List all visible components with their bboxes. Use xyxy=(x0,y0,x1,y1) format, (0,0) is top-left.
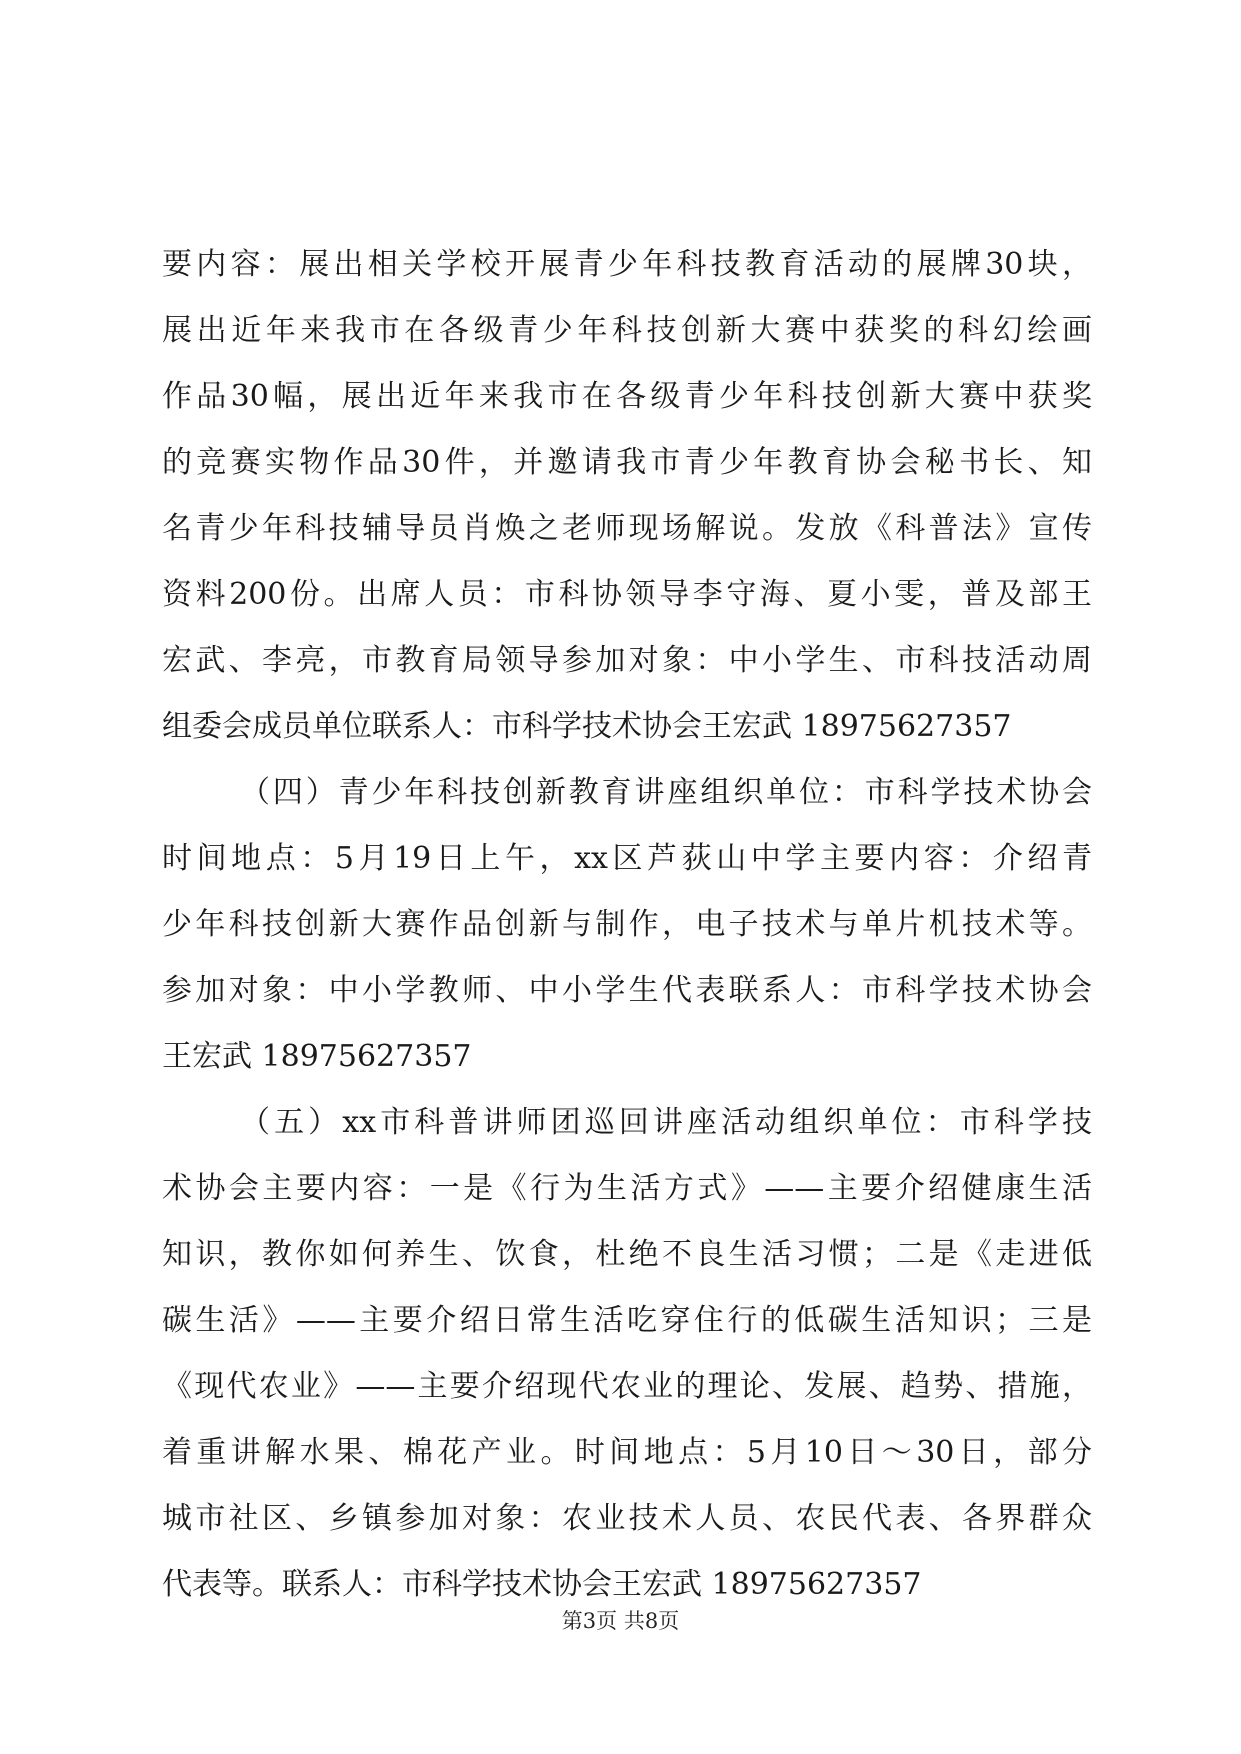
text-line: 术协会主要内容：一是《行为生活方式》——主要介绍健康生活 xyxy=(162,1171,1092,1206)
section-heading-line: （四）青少年科技创新教育讲座组织单位：市科学技术协会 xyxy=(240,775,1092,810)
text-line: 的竞赛实物作品30件，并邀请我市青少年教育协会秘书长、知 xyxy=(162,445,1092,480)
page-number-footer: 第3页 共8页 xyxy=(561,1609,680,1633)
text-line: 代表等。联系人：市科学技术协会王宏武 18975627357 xyxy=(162,1567,922,1602)
paragraph-section-4 xyxy=(162,760,1092,1090)
paragraph-continued xyxy=(162,232,1092,760)
text-line: 参加对象：中小学教师、中小学生代表联系人：市科学技术协会 xyxy=(162,973,1092,1008)
text-line: 知识，教你如何养生、饮食，杜绝不良生活习惯；二是《走进低 xyxy=(162,1237,1092,1272)
section-heading-line: （五）xx市科普讲师团巡回讲座活动组织单位：市科学技 xyxy=(240,1105,1092,1140)
text-line: 组委会成员单位联系人：市科学技术协会王宏武 18975627357 xyxy=(162,709,1012,744)
text-line: 时间地点：5月19日上午，xx区芦荻山中学主要内容：介绍青 xyxy=(162,841,1092,876)
text-line: 资料200份。出席人员：市科协领导李守海、夏小雯，普及部王 xyxy=(162,577,1092,612)
text-line: 宏武、李亮，市教育局领导参加对象：中小学生、市科技活动周 xyxy=(162,643,1092,678)
text-line: 碳生活》——主要介绍日常生活吃穿住行的低碳生活知识；三是 xyxy=(162,1303,1092,1338)
text-line: 着重讲解水果、棉花产业。时间地点：5月10日～30日，部分 xyxy=(162,1435,1092,1470)
text-line: 展出近年来我市在各级青少年科技创新大赛中获奖的科幻绘画 xyxy=(162,313,1092,348)
text-line: 王宏武 18975627357 xyxy=(162,1039,472,1074)
document-body xyxy=(162,232,1092,1618)
text-line: 要内容：展出相关学校开展青少年科技教育活动的展牌30块， xyxy=(162,247,1092,282)
paragraph-section-5 xyxy=(162,1090,1092,1618)
text-line: 名青少年科技辅导员肖焕之老师现场解说。发放《科普法》宣传 xyxy=(162,511,1092,546)
text-line: 作品30幅，展出近年来我市在各级青少年科技创新大赛中获奖 xyxy=(162,379,1092,414)
text-line: 城市社区、乡镇参加对象：农业技术人员、农民代表、各界群众 xyxy=(162,1501,1092,1536)
text-line: 《现代农业》——主要介绍现代农业的理论、发展、趋势、措施， xyxy=(162,1369,1092,1404)
text-line: 少年科技创新大赛作品创新与制作，电子技术与单片机技术等。 xyxy=(162,907,1092,942)
